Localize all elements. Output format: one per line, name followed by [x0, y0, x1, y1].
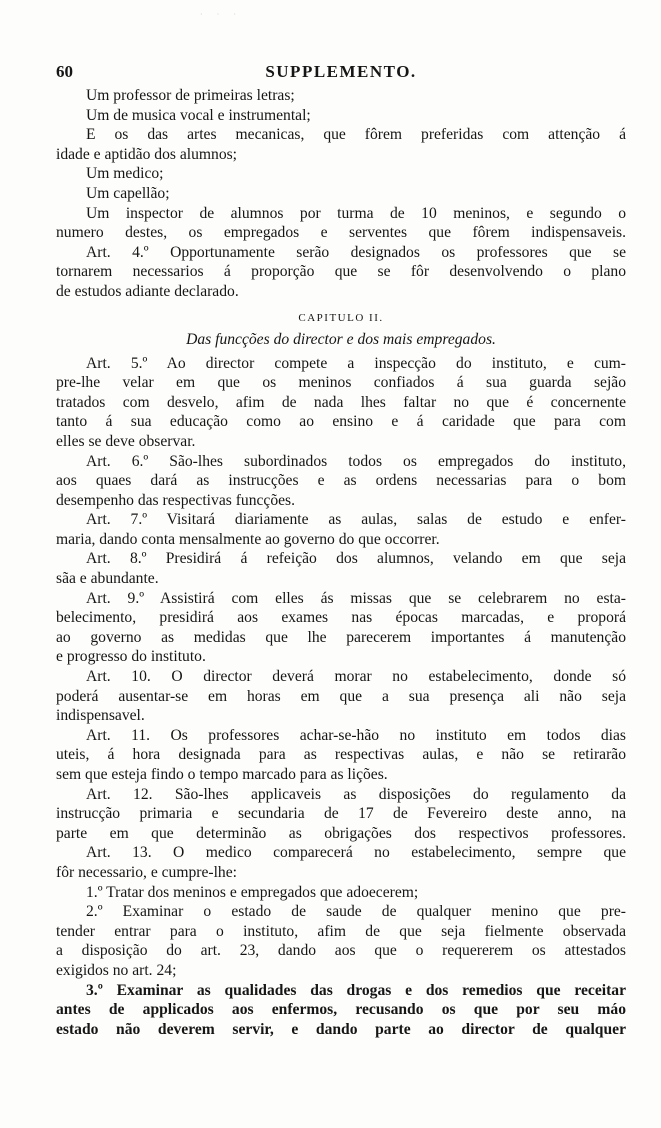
text-line: tanto á sua educação como ao ensino e á caridade que para com [56, 413, 626, 431]
article-9-line: Art. 9.º Assistirá com elles ás missas que se celebrarem no esta- [86, 589, 626, 607]
text-line: parte em que determinão as obrigações dos respectivos professores. [56, 824, 626, 842]
chapter-title: Das funcções do director e dos mais empregados. [186, 330, 496, 348]
text-line: exigidos no art. 24; [56, 961, 177, 979]
article-7-line: Art. 7.º Visitará diariamente as aulas, salas de estudo e enfer- [86, 511, 626, 529]
text-line: tratados com desvelo, afim de nada lhes faltar no que é concernente [56, 393, 626, 411]
text-line: maria, dando conta mensalmente ao governo do que occorrer. [56, 530, 440, 548]
text-line: desempenho das respectivas funcções. [56, 491, 296, 509]
text-line: pre-lhe velar em que os meninos confiados á sua guarda sejão [56, 374, 626, 392]
list-item-1: 1.º Tratar dos meninos e empregados que adoecerem; [86, 883, 419, 901]
text-line: fôr necessario, e cumpre-lhe: [56, 863, 237, 881]
text-line: Um professor de primeiras letras; [86, 87, 295, 104]
document-page [56, 58, 626, 1039]
article-10-line: Art. 10. O director deverá morar no estabelecimento, donde só [86, 668, 626, 686]
article-6-line: Art. 6.º São-lhes subordinados todos os empregados do instituto, [86, 452, 626, 470]
text-line: sãa e abundante. [56, 570, 159, 588]
text-line: numero destes, os empregados e serventes que fôrem indispensaveis. [56, 224, 626, 242]
article-11-line: Art. 11. Os professores achar-se-hão no instituto em todos dias [86, 726, 626, 744]
text-line: Um de musica vocal e instrumental; [86, 106, 311, 124]
article-13-line: Art. 13. O medico comparecerá no estabelecimento, sempre que [86, 844, 626, 862]
text-line: tornarem necessarios á proporção que se fôr desenvolvendo o plano [56, 263, 626, 281]
list-item-2: 2.º Examinar o estado de saude de qualquer menino que pre- [86, 903, 626, 921]
text-line: uteis, á hora designada para as respectivas aulas, e não se retirarão [56, 746, 626, 764]
text-line: belecimento, presidirá aos exames nas épocas marcadas, e proporá [56, 609, 626, 627]
text-line: tender entrar para o instituto, afim de que seja fielmente observada [56, 922, 626, 940]
text-line: instrucção primaria e secundaria de 17 de Fevereiro deste anno, na [56, 805, 626, 823]
section-organization [56, 86, 626, 302]
text-line: ao governo as medidas que lhe parecerem importantes á manutenção [56, 628, 626, 646]
text-line: antes de applicados aos enfermos, recusando os que por seu máo [56, 1001, 626, 1019]
paper-specks: · · · [200, 10, 242, 19]
text-line: aos quaes dará as instrucções e as ordens necessarias para o bom [56, 472, 626, 490]
text-line: Um medico; [86, 165, 164, 183]
article-12-line: Art. 12. São-lhes applicaveis as disposições do regulamento da [86, 785, 626, 803]
text-line: de estudos adiante declarado. [56, 282, 239, 300]
chapter-heading: CAPITULO II. [298, 311, 384, 324]
article-4-line: Art. 4.º Opportunamente serão designados os professores que se [86, 243, 626, 261]
text-line: indispensavel. [56, 707, 145, 725]
text-line: E os das artes mecanicas, que fôrem preferidas com attenção á [86, 126, 626, 144]
text-line: e progresso do instituto. [56, 648, 206, 666]
text-line: idade e aptidão dos alumnos; [56, 145, 238, 163]
running-head: SUPPLEMENTO. [265, 62, 417, 81]
text-line: a disposição do art. 23, dando aos que o requererem os attestados [56, 942, 626, 960]
page-header [56, 58, 626, 86]
text-line: sem que esteja findo o tempo marcado para as lições. [56, 766, 388, 783]
text-line: estado não deverem servir, e dando parte ao director de qualquer [56, 1020, 626, 1038]
page-number: 60 [56, 62, 73, 81]
article-8-line: Art. 8.º Presidirá á refeição dos alumnos, velando em que seja [86, 550, 626, 568]
text-line: Um capellão; [86, 184, 170, 202]
section-functions [56, 354, 626, 1040]
article-5-line: Art. 5.º Ao director compete a inspecção do instituto, e cum- [86, 354, 626, 372]
text-line: elles se deve observar. [56, 432, 196, 450]
text-line: Um inspector de alumnos por turma de 10 meninos, e segundo o [86, 204, 626, 222]
text-line: poderá ausentar-se em horas em que a sua presença ali não seja [56, 687, 626, 705]
list-item-3: 3.º Examinar as qualidades das drogas e dos remedios que receitar [86, 981, 626, 999]
